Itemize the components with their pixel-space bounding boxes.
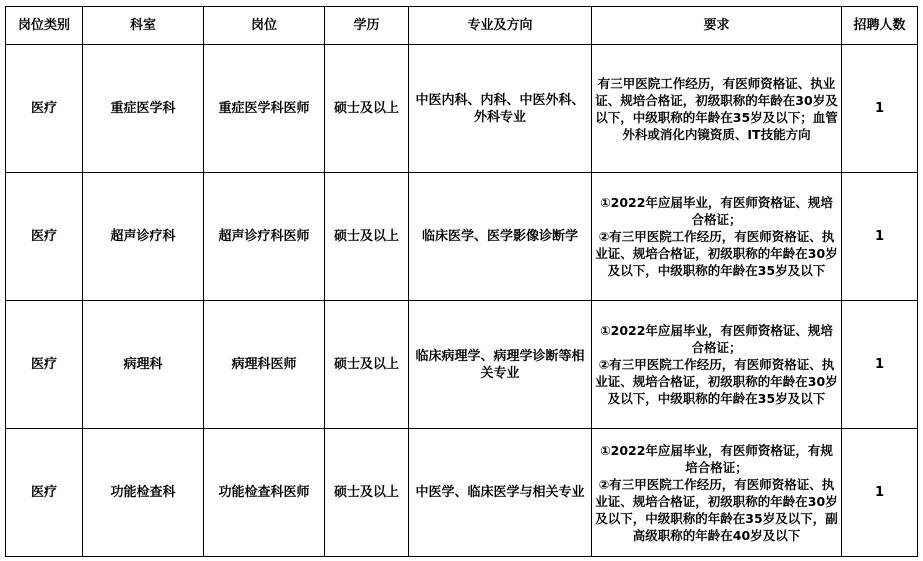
cell-education: 硕士及以上 (325, 45, 409, 173)
cell-count: 1 (842, 173, 918, 301)
cell-position: 重症医学科医师 (204, 45, 325, 173)
table-row (6, 301, 918, 429)
cell-requirements: ①2022年应届毕业，有医师资格证、规培合格证； ②有三甲医院工作经历，有医师资格证、执业证、规培合格证，初级职称的年龄在30岁及以下，中级职称的年龄在35岁及以下 (592, 301, 842, 429)
header-education: 学历 (325, 7, 409, 45)
cell-category: 医疗 (6, 301, 83, 429)
header-requirements: 要求 (592, 7, 842, 45)
header-position: 岗位 (204, 7, 325, 45)
header-count: 招聘人数 (842, 7, 918, 45)
cell-count: 1 (842, 45, 918, 173)
header-department: 科室 (83, 7, 204, 45)
cell-requirements: ①2022年应届毕业，有医师资格证，有规培合格证； ②有三甲医院工作经历，有医师资格证、执业证、规培合格证，初级职称的年龄在30岁及以下，中级职称的年龄在35岁及以下，副高级职称的年龄在40岁及以下 (592, 429, 842, 557)
cell-requirements: 有三甲医院工作经历，有医师资格证、执业证、规培合格证，初级职称的年龄在30岁及以下，中级职称的年龄在35岁及以下；血管外科或消化内镜资质、IT技能方向 (592, 45, 842, 173)
cell-count: 1 (842, 301, 918, 429)
cell-major: 中医学、临床医学与相关专业 (409, 429, 592, 557)
cell-department: 病理科 (83, 301, 204, 429)
recruitment-table (5, 6, 918, 557)
cell-requirements: ①2022年应届毕业，有医师资格证、规培合格证； ②有三甲医院工作经历，有医师资格证、执业证、规培合格证，初级职称的年龄在30岁及以下，中级职称的年龄在35岁及以下 (592, 173, 842, 301)
cell-category: 医疗 (6, 429, 83, 557)
cell-category: 医疗 (6, 173, 83, 301)
table-row (6, 173, 918, 301)
header-row (6, 7, 918, 45)
cell-position: 病理科医师 (204, 301, 325, 429)
table-row (6, 429, 918, 557)
cell-department: 功能检查科 (83, 429, 204, 557)
cell-category: 医疗 (6, 45, 83, 173)
header-major: 专业及方向 (409, 7, 592, 45)
cell-major: 临床医学、医学影像诊断学 (409, 173, 592, 301)
cell-education: 硕士及以上 (325, 429, 409, 557)
cell-education: 硕士及以上 (325, 173, 409, 301)
header-category: 岗位类别 (6, 7, 83, 45)
cell-department: 重症医学科 (83, 45, 204, 173)
table-row (6, 45, 918, 173)
cell-major: 中医内科、内科、中医外科、外科专业 (409, 45, 592, 173)
cell-major: 临床病理学、病理学诊断等相关专业 (409, 301, 592, 429)
cell-count: 1 (842, 429, 918, 557)
cell-department: 超声诊疗科 (83, 173, 204, 301)
cell-position: 功能检查科医师 (204, 429, 325, 557)
cell-position: 超声诊疗科医师 (204, 173, 325, 301)
cell-education: 硕士及以上 (325, 301, 409, 429)
